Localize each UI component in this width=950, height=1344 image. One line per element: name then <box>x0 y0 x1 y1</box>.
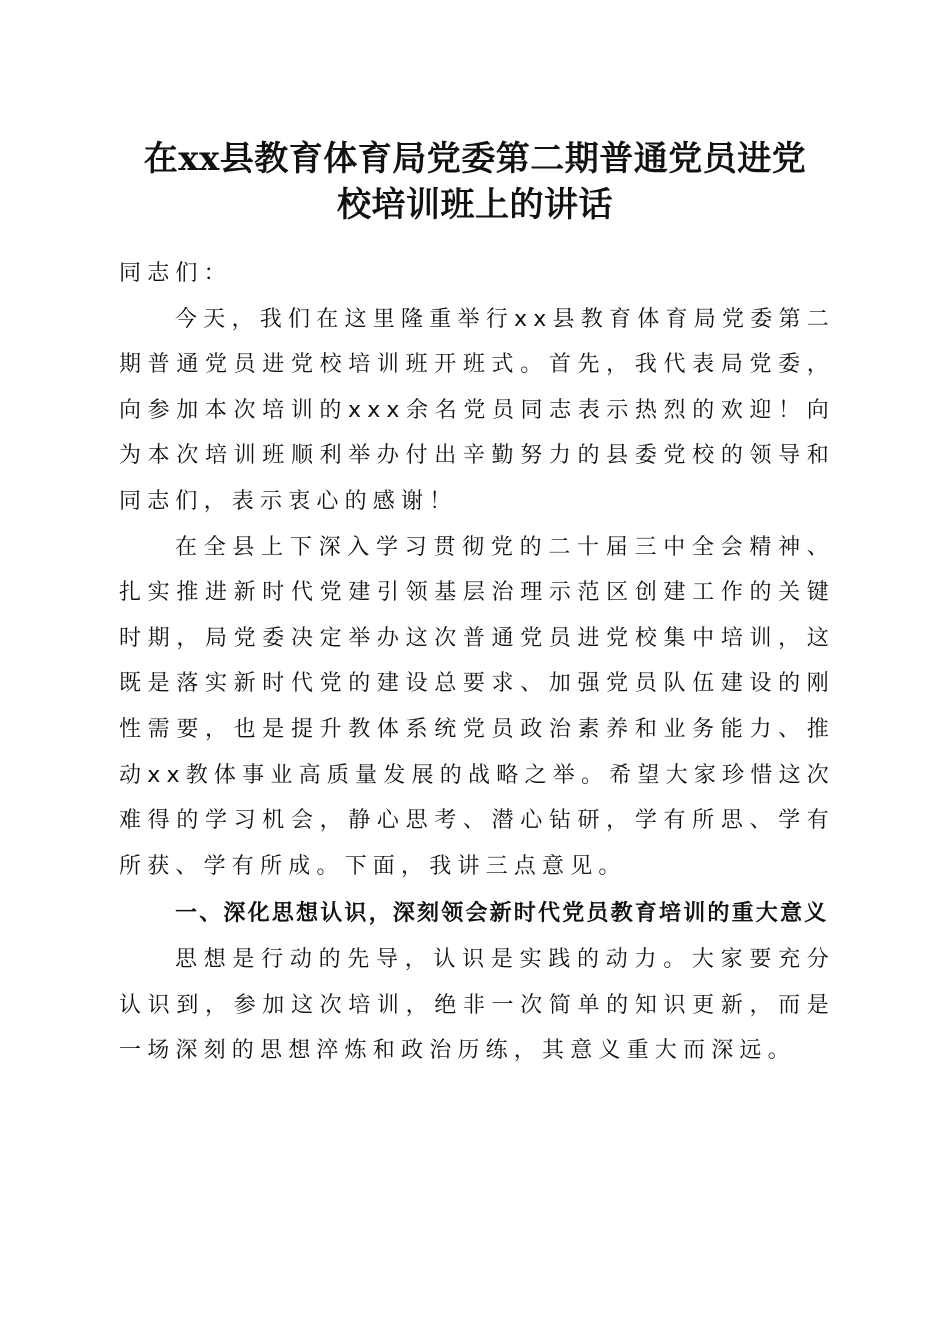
document-title <box>110 136 840 228</box>
section-paragraph: 思想是行动的先导，认识是实践的动力。大家要充分认识到，参加这次培训，绝非一次简单的知识更新，而是一场深刻的思想淬炼和政治历练，其意义重大而深远。 <box>119 946 835 1064</box>
section-heading: 一、深化思想认识，深刻领会新时代党员教育培训的重大意义 <box>175 901 829 927</box>
document-body <box>119 251 835 1074</box>
title-line-1: 在xx县教育体育局党委第二期普通党员进党 <box>143 139 807 179</box>
salutation: 同志们： <box>119 261 232 286</box>
context-paragraph: 在全县上下深入学习贯彻党的二十届三中全会精神、扎实推进新时代党建引领基层治理示范区创建工作的关键时期，局党委决定举办这次普通党员进党校集中培训，这既是落实新时代党的建设总要求、加强党员队伍建设的刚性需要，也是提升教体系统党员政治素养和业务能力、推动xx教体事业高质量发展的战略之举。希望大家珍惜这次难得的学习机会，静心思考、潜心钻研，学有所思、学有所获、学有所成。下面，我讲三点意见。 <box>119 534 835 879</box>
title-line-2: 校培训班上的讲话 <box>337 185 613 225</box>
opening-paragraph: 今天，我们在这里隆重举行xx县教育体育局党委第二期普通党员进党校培训班开班式。首先，我代表局党委，向参加本次培训的xxx余名党员同志表示热烈的欢迎！向为本次培训班顺利举办付出辛勤努力的县委党校的领导和同志们，表示衷心的感谢！ <box>119 306 835 514</box>
